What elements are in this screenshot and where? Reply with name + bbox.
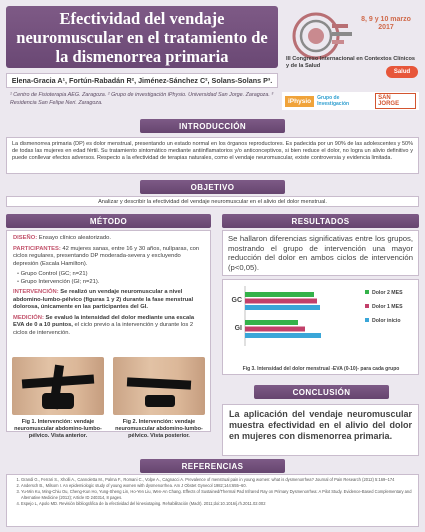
objective-text: Analizar y describir la efectividad del vendaje neuromuscular en el alivio del dolor menstrual.: [6, 196, 419, 207]
bar: [245, 292, 314, 297]
groups-list: [17, 271, 204, 286]
intervention-label: INTERVENCIÓN:: [13, 289, 59, 295]
tape-back-horizontal: [127, 377, 191, 389]
reference-item: 3. Yu-Min Ku, Ming-Chiu Ou, Cheng-Kun Ho, Yung-Sheng Lin, Ho-Yen Liu, Wen-An Chang. Effects of Sustained/Thermal Pad Infrared Ray on Primary Dysmenorrhea: A Pilot Study. Evidence-Based Complementary and Alternative Medicine (2012); Article ID 240314, 8 pages.: [21, 489, 413, 501]
legend-swatch: [365, 290, 369, 294]
group-control: • Grupo Control (GC; n=21): [17, 271, 204, 279]
iphysio-logo: iPhysio: [285, 96, 314, 107]
design-text: Ensayo clínico aleatorizado.: [38, 235, 111, 241]
salud-badge: Salud: [386, 66, 418, 78]
objective-heading: OBJETIVO: [140, 180, 285, 194]
design-label: DISEÑO:: [13, 235, 38, 241]
bar: [245, 327, 305, 332]
sponsor-bar: [282, 92, 419, 110]
reference-item: 2. Andersch B., Milsom I. An epidemiologic study of young women with dysmenorrhea. Am J Obstet Gynecol 1982;144:655–60.: [21, 483, 413, 489]
legend-label: Dolor 1 MES: [372, 304, 403, 310]
title-banner: [6, 6, 278, 68]
legend-label: Dolor inicio: [372, 318, 401, 324]
measure-label: MEDICIÓN:: [13, 314, 44, 321]
category-label: GI: [234, 325, 242, 332]
participants-text: 42 mujeres sanas, entre 16 y 30 años, nulíparas, con ciclos regulares, presentando DP moderada-severa y excluyendo depresión (Escala Hamilton).: [13, 245, 200, 267]
censor-block-back: [145, 395, 175, 407]
san-jorge-logo: SAN JORGE: [375, 93, 416, 109]
intervention-paragraph: [13, 289, 204, 312]
congress-dates: 8, 9 y 10 marzo 2017: [361, 16, 411, 31]
conclusion-text: La aplicación del vendaje neuromuscular muestra efectividad en el alivio del dolor en mujeres con dismenorrea primaria.: [222, 404, 419, 456]
measure-text-a: Se evaluó la intensidad del dolor mediante una escala EVA de 0 a 10 puntos,: [13, 314, 195, 328]
category-label: GC: [231, 297, 242, 304]
intervention-text-a: Se realizó un vendaje neuromuscular a nivel abdomino-lumbo-pélvico (figuras 1 y 2): [13, 289, 183, 303]
group-intervention: • Grupo Intervención (GI; n=21).: [17, 279, 204, 287]
poster-title: Efectividad del vendaje neuromuscular en el tratamiento de la dismenorrea primaria: [16, 8, 268, 66]
legend-label: Dolor 2 MES: [372, 290, 403, 296]
affiliations: ¹ Centro de Fisioterapia AEG. Zaragoza. ² Grupo de investigación iPhysio. Universidad San Jorge. Zaragoza. ³ Residencia San Felipe Neri. Zaragoza.: [10, 92, 274, 106]
research-group-label: Grupo de Investigación: [317, 95, 350, 107]
chart-svg: [223, 280, 420, 376]
reference-item: 1. Grandi G., Ferrari S., Xholli A., Cannoletta M., Palma F., Romani C., Volpe A., Cagnacci A. Prevalence of menstrual pain in young women: what is dysmenorrhea? Journal of Pain Research (2012) 5:169–174: [21, 477, 413, 483]
results-text: Se hallaron diferencias significativas entre los grupos, mostrando el grupo de intervención una mayor reducción del dolor en ambos ciclos de intervención (p<0,05).: [222, 230, 419, 276]
authors-line: Elena-Gracia A¹, Fortún-Rabadán R², Jiménez-Sánchez C², Solans-Solans P³.: [6, 73, 278, 88]
references-heading: REFERENCIAS: [140, 459, 285, 473]
congress-name: III Congreso Internacional en Contextos Clínicos y de la Salud: [286, 56, 415, 69]
references-box: [6, 474, 419, 527]
bar: [245, 305, 320, 310]
chart-caption: Fig 3. Intensidad del dolor menstrual -EVA (0-10)- para cada grupo: [242, 366, 400, 372]
fig2-caption: Fig 2. Intervención: vendaje neuromuscular abdomino-lumbo-pélvico. Vista posterior.: [115, 419, 203, 439]
legend-swatch: [365, 318, 369, 322]
intro-text: La dismenorrea primaria (DP) es dolor menstrual, presentando un estado normal en los órganos reproductores. Es padecida por un 90% de las adolescentes y 50% de todas las mujeres en edad fértil. Su tratamiento sintomático mediante antiinflamatorios y/o anticonceptivos, si bien reduce el dolor, no logra un alivio definitivo y puede conllevar efectos adversos. Respecto a la efectividad de terapias naturales, como el vendaje neuromuscular, existe controversia y evidencia limitada.: [6, 137, 419, 174]
fig1-caption: Fig 1. Intervención: vendaje neuromuscular abdomino-lumbo-pélvico. Vista anterior.: [14, 419, 102, 439]
references-list: [21, 477, 413, 507]
method-heading: MÉTODO: [6, 214, 211, 228]
results-heading: RESULTADOS: [222, 214, 419, 228]
participants-paragraph: [13, 246, 204, 269]
intro-heading: INTRODUCCIÓN: [140, 119, 285, 133]
conclusion-heading: CONCLUSIÓN: [254, 385, 389, 399]
fig2-photo: [113, 357, 205, 415]
results-chart: [222, 279, 419, 375]
congress-emblem-icon: [294, 14, 352, 58]
bar: [245, 320, 298, 325]
fig1-photo: [12, 357, 104, 415]
legend-swatch: [365, 304, 369, 308]
measure-text-b: el ciclo previo a la intervención y durante los 2 ciclos de intervención.: [13, 322, 194, 336]
bar: [245, 299, 317, 304]
bar: [245, 333, 321, 338]
design-paragraph: [13, 235, 204, 243]
intervention-text-b: durante la fase menstrual dolorosa, únicamente en las participantes del GI.: [13, 296, 194, 310]
measure-paragraph: [13, 315, 204, 338]
participants-label: PARTICIPANTES:: [13, 245, 61, 252]
reference-item: 4. Espejo L, Apolo MD. Revisión bibliográfica de la efectividad del kinesiotaping. Rehabilitación (Madr). 2011;doi:10.1016/j.rh.2011.02.002: [21, 501, 413, 507]
censor-block: [42, 393, 74, 409]
